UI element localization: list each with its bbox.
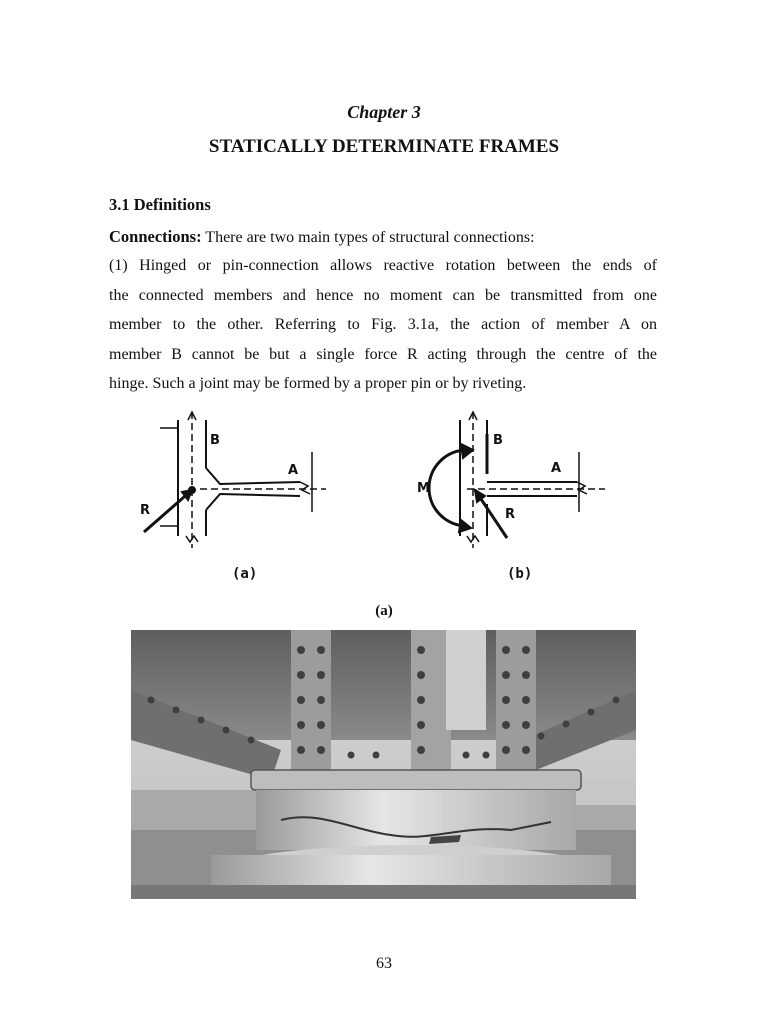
paragraph-line: member to the other. Referring to Fig. 3.1a, the action of member A on xyxy=(109,316,657,333)
diagram-a-sublabel: (a) xyxy=(232,566,258,582)
rigid-connection-diagram xyxy=(405,408,615,588)
chapter-label: Chapter 3 xyxy=(347,102,421,122)
figure-caption: (a) xyxy=(375,603,393,619)
paragraph-line: the connected members and hence no moment can be transmitted from one xyxy=(109,286,657,304)
diagram-b-sublabel: (b) xyxy=(507,566,533,582)
page-number: 63 xyxy=(376,955,392,972)
member-b-label: B xyxy=(493,433,503,448)
force-r-label: R xyxy=(140,503,151,518)
member-a-label: A xyxy=(551,461,562,476)
connections-paragraph xyxy=(109,222,657,253)
member-a-label: A xyxy=(288,463,299,478)
bridge-bearing-photo xyxy=(131,630,636,899)
hinge-paragraph xyxy=(109,251,657,399)
paragraph-line: (1) Hinged or pin-connection allows reactive rotation between the ends of xyxy=(109,257,657,274)
section-heading: 3.1 Definitions xyxy=(109,195,211,214)
paragraph-line: hinge. Such a joint may be formed by a proper pin or by riveting. xyxy=(109,375,527,392)
paragraph-line: member B cannot be but a single force R acting through the centre of the xyxy=(109,345,657,363)
hinged-connection-diagram xyxy=(130,408,340,588)
connections-text: There are two main types of structural connections: xyxy=(201,229,535,246)
moment-m-label: M xyxy=(417,481,430,496)
connections-label: Connections: xyxy=(109,227,202,246)
member-b-label: B xyxy=(210,433,220,448)
force-r-label: R xyxy=(505,507,516,522)
chapter-title: STATICALLY DETERMINATE FRAMES xyxy=(208,136,560,157)
